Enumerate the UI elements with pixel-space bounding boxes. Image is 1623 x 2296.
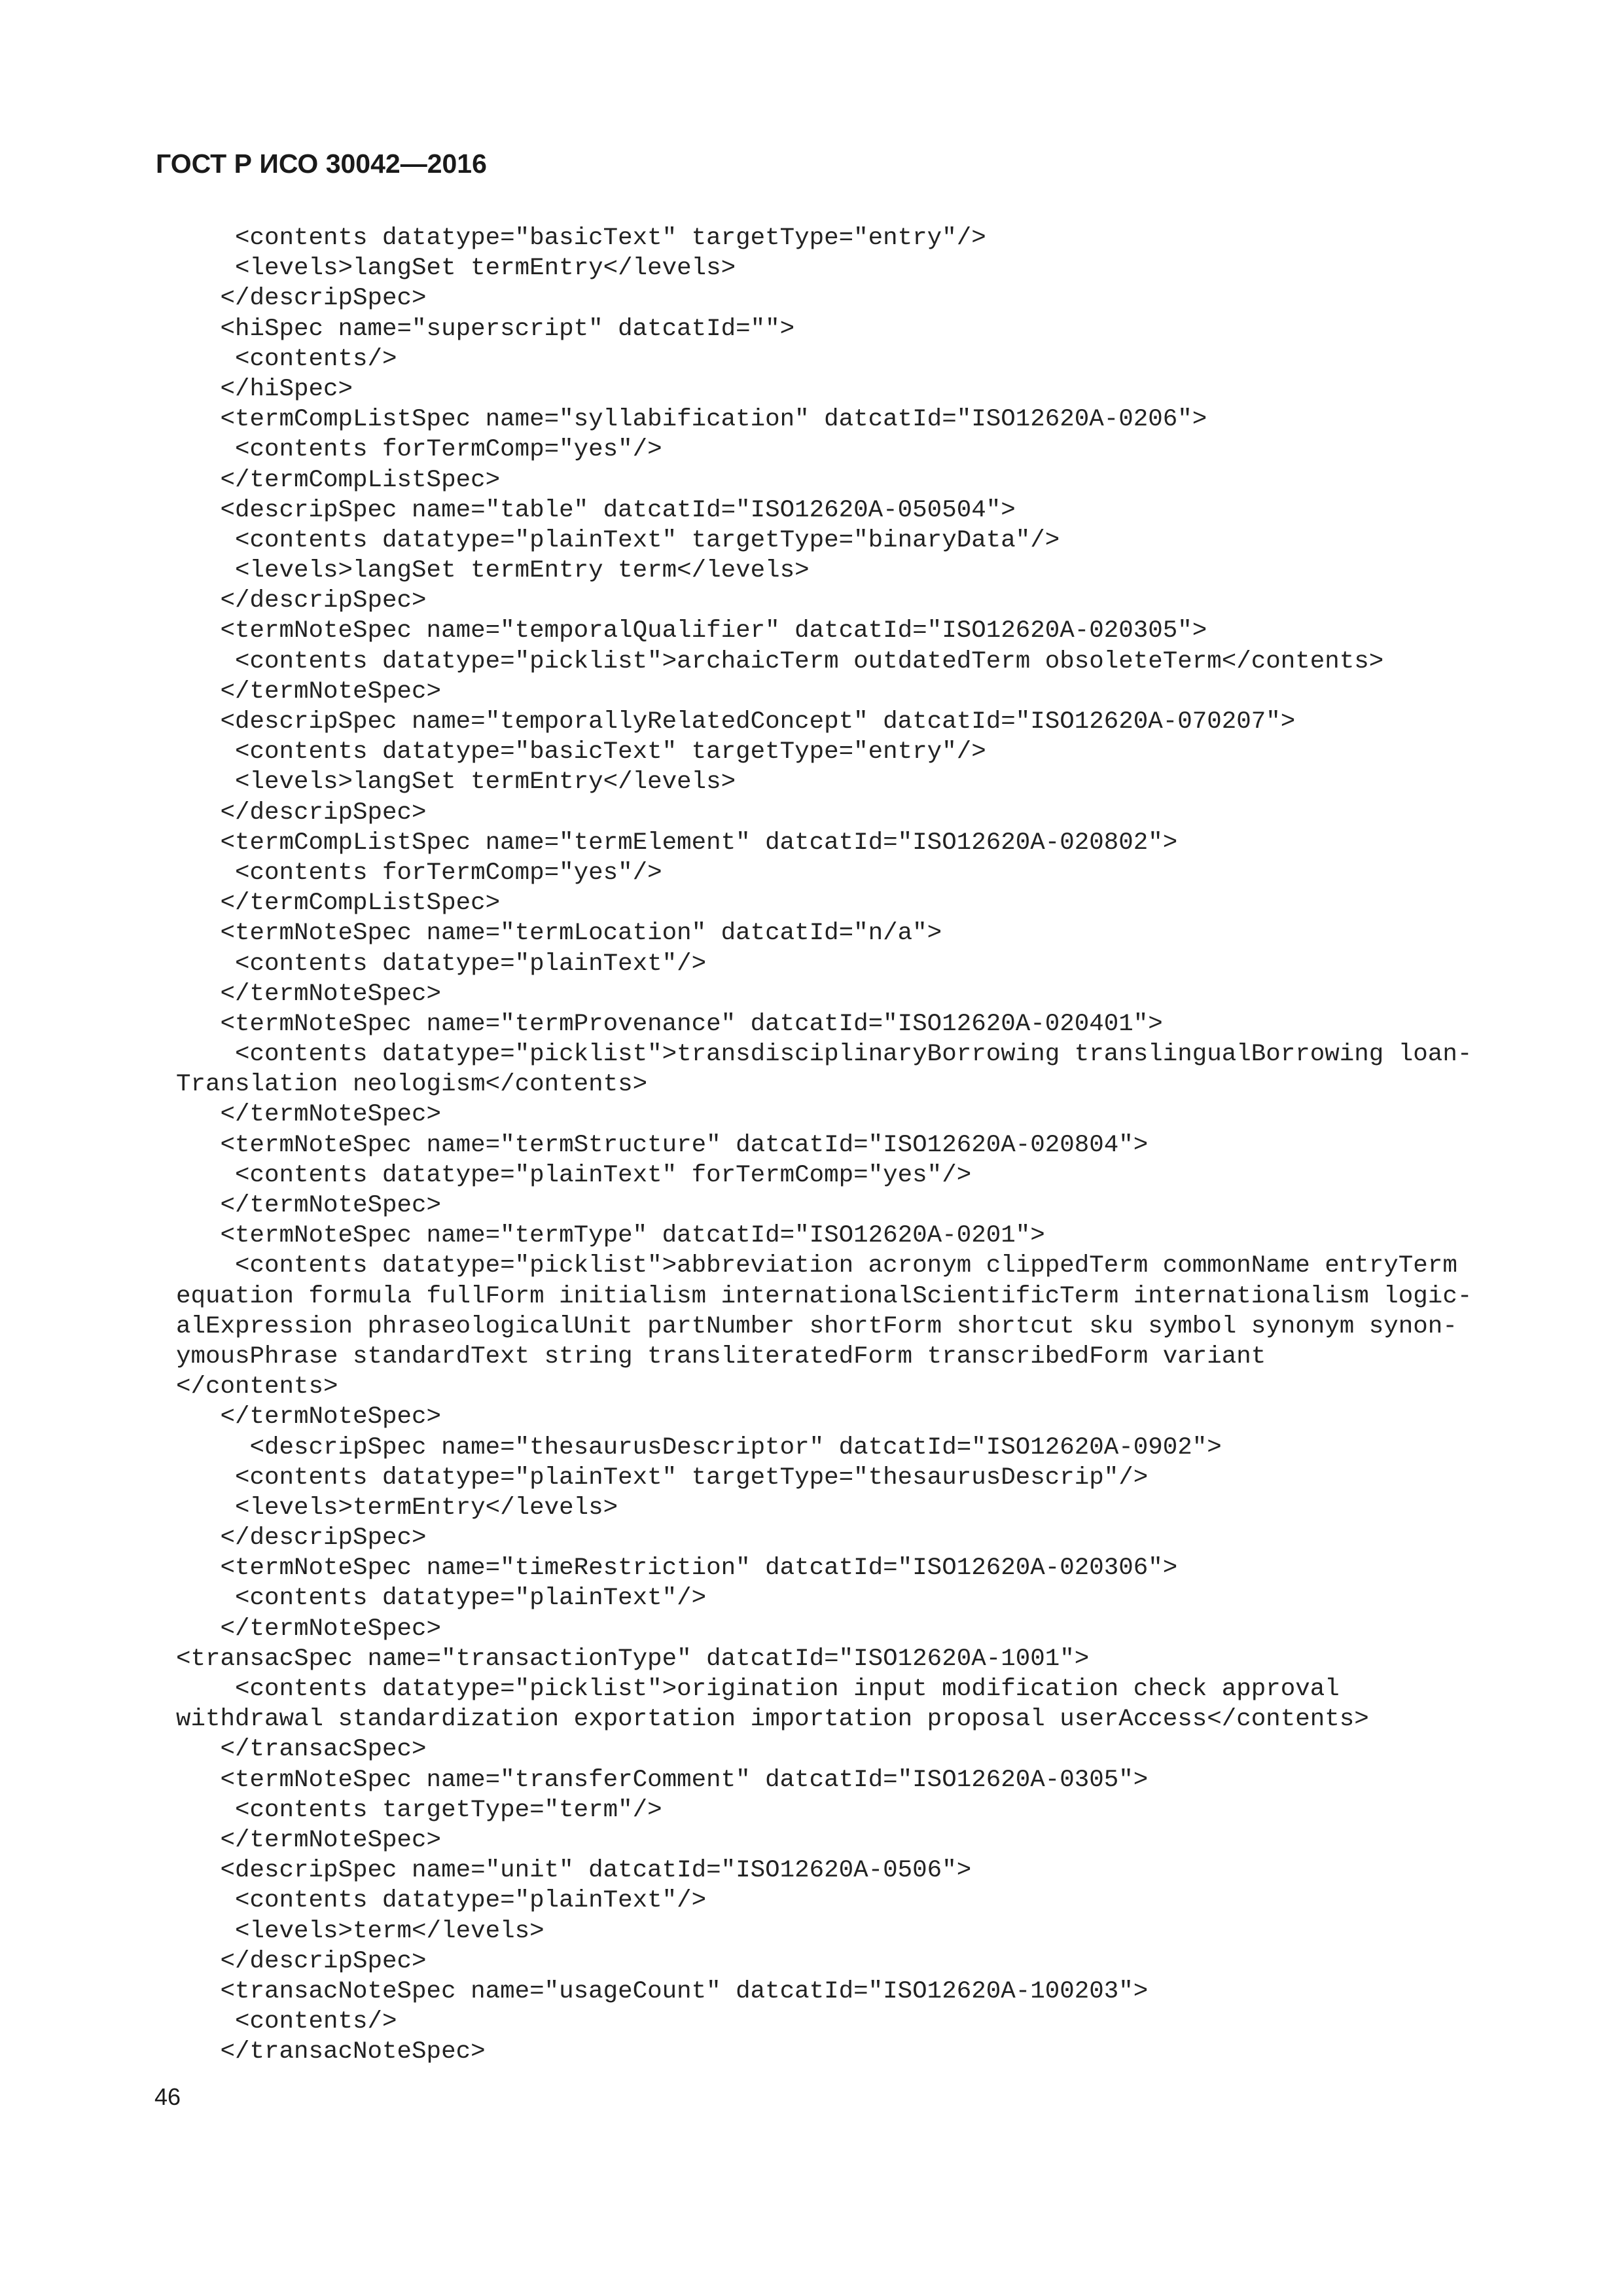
code-line: </descripSpec> [176, 285, 427, 313]
code-line: <descripSpec name="table" datcatId="ISO12620A-050504"> [176, 496, 1016, 524]
code-line: <contents datatype="plainText" targetType="thesaurusDescrip"/> [176, 1463, 1149, 1492]
code-line: </termNoteSpec> [176, 1826, 442, 1854]
code-line: <levels>langSet termEntry term</levels> [176, 557, 810, 585]
code-line: </termCompListSpec> [176, 889, 501, 918]
code-line: </termNoteSpec> [176, 1403, 442, 1431]
code-line: <descripSpec name="unit" datcatId="ISO12620A-0506"> [176, 1857, 972, 1885]
code-line: equation formula fullForm initialism internationalScientificTerm internationalism logic- [176, 1282, 1472, 1310]
code-line: <contents datatype="picklist">transdisciplinaryBorrowing translingualBorrowing loan- [176, 1041, 1472, 1069]
code-line: <transacSpec name="transactionType" datcatId="ISO12620A-1001"> [176, 1645, 1090, 1673]
code-line: </descripSpec> [176, 1524, 427, 1552]
code-line: <termCompListSpec name="syllabification" datcatId="ISO12620A-0206"> [176, 406, 1207, 434]
code-line: </transacNoteSpec> [176, 2038, 486, 2066]
code-line: </descripSpec> [176, 1947, 427, 1975]
code-line: <termNoteSpec name="termStructure" datcatId="ISO12620A-020804"> [176, 1131, 1149, 1159]
code-line: </contents> [176, 1373, 338, 1401]
code-line: <descripSpec name="thesaurusDescriptor" datcatId="ISO12620A-0902"> [176, 1433, 1222, 1462]
code-line: <termCompListSpec name="termElement" datcatId="ISO12620A-020802"> [176, 829, 1178, 857]
page-number: 46 [154, 2083, 181, 2110]
code-line: </termNoteSpec> [176, 1192, 442, 1219]
code-line: </transacSpec> [176, 1736, 427, 1764]
code-line: <contents datatype="basicText" targetType="entry"/> [176, 224, 986, 252]
code-line: <levels>termEntry</levels> [176, 1494, 618, 1522]
code-line: <contents datatype="plainText" targetType="binaryData"/> [176, 526, 1060, 554]
code-line: <termNoteSpec name="timeRestriction" datcatId="ISO12620A-020306"> [176, 1554, 1178, 1583]
code-line: <contents targetType="term"/> [176, 1796, 662, 1824]
code-line: <termNoteSpec name="termType" datcatId="ISO12620A-0201"> [176, 1222, 1045, 1250]
code-line: <contents datatype="picklist">archaicTerm outdatedTerm obsoleteTerm</contents> [176, 647, 1384, 675]
code-line: <hiSpec name="superscript" datcatId=""> [176, 315, 795, 343]
code-line: <contents datatype="plainText"/> [176, 1887, 707, 1915]
code-line: <termNoteSpec name="termProvenance" datcatId="ISO12620A-020401"> [176, 1010, 1163, 1038]
code-line: <contents/> [176, 345, 397, 373]
code-line: <contents forTermComp="yes"/> [176, 859, 662, 887]
code-line: <contents datatype="plainText"/> [176, 950, 707, 978]
code-line: <levels>langSet termEntry</levels> [176, 768, 736, 797]
code-line: ymousPhrase standardText string transliteratedForm transcribedForm variant [176, 1342, 1266, 1371]
code-line: <descripSpec name="temporallyRelatedConcept" datcatId="ISO12620A-070207"> [176, 708, 1296, 736]
code-line: withdrawal standardization exportation importation proposal userAccess</contents> [176, 1706, 1369, 1734]
code-line: <termNoteSpec name="temporalQualifier" datcatId="ISO12620A-020305"> [176, 617, 1207, 645]
code-line: <contents forTermComp="yes"/> [176, 436, 662, 464]
code-line: <contents datatype="basicText" targetType="entry"/> [176, 738, 986, 766]
code-line: <contents datatype="picklist">origination input modification check approval [176, 1676, 1340, 1703]
code-line: </hiSpec> [176, 375, 353, 403]
code-line: <levels>term</levels> [176, 1917, 544, 1945]
code-line: <levels>langSet termEntry</levels> [176, 255, 736, 283]
code-line: </termNoteSpec> [176, 677, 442, 706]
code-line: <contents datatype="picklist">abbreviation acronym clippedTerm commonName entryTerm [176, 1252, 1457, 1280]
code-line: </descripSpec> [176, 798, 427, 827]
code-line: <contents datatype="plainText"/> [176, 1585, 707, 1613]
code-line: </termNoteSpec> [176, 1101, 442, 1129]
code-line: </termNoteSpec> [176, 1615, 442, 1643]
xml-code-listing [176, 223, 1478, 2067]
code-line: <transacNoteSpec name="usageCount" datcatId="ISO12620A-100203"> [176, 1977, 1149, 2005]
code-line: Translation neologism</contents> [176, 1071, 648, 1099]
code-line: </termNoteSpec> [176, 980, 442, 1008]
code-line: <termNoteSpec name="transferComment" datcatId="ISO12620A-0305"> [176, 1766, 1149, 1794]
code-line: </descripSpec> [176, 587, 427, 615]
code-line: </termCompListSpec> [176, 466, 501, 494]
code-line: alExpression phraseologicalUnit partNumber shortForm shortcut sku symbol synonym synon- [176, 1312, 1457, 1340]
code-line: <contents datatype="plainText" forTermComp="yes"/> [176, 1161, 972, 1189]
code-line: <termNoteSpec name="termLocation" datcatId="n/a"> [176, 920, 942, 948]
code-line: <contents/> [176, 2008, 397, 2036]
document-header: ГОСТ Р ИСО 30042—2016 [156, 149, 487, 179]
